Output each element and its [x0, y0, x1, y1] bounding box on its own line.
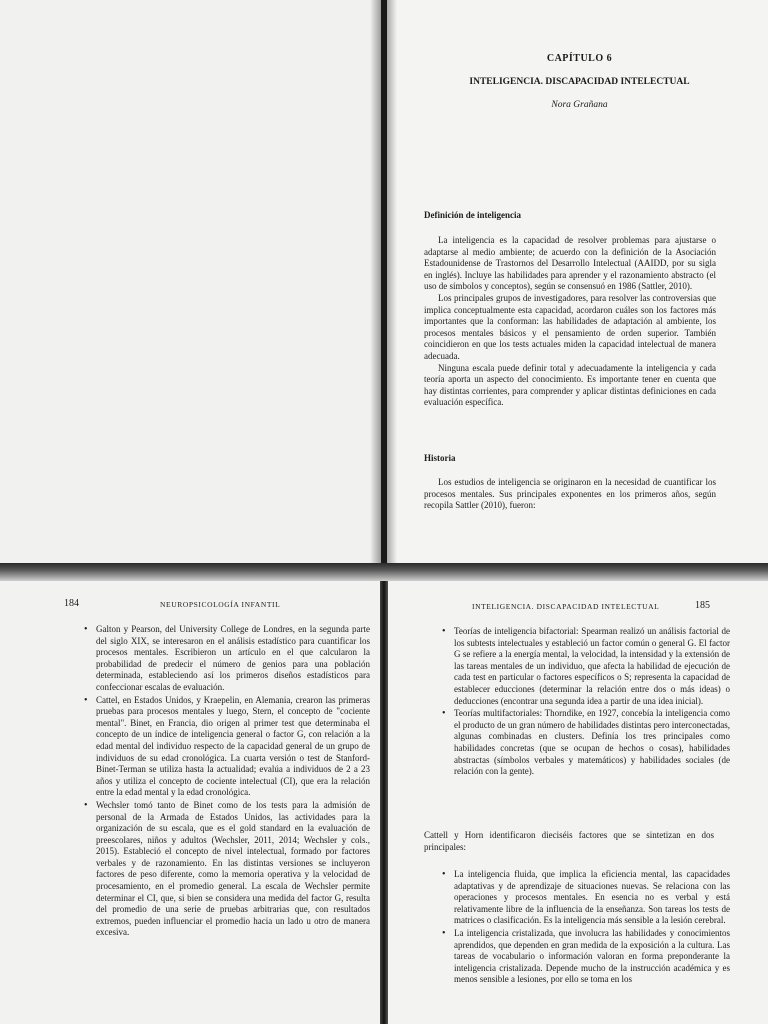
- running-head-left: NEUROPSICOLOGÍA INFANTIL: [160, 600, 281, 609]
- section-body-definicion: [424, 235, 716, 409]
- section-heading-definicion: Definición de inteligencia: [424, 210, 521, 220]
- running-head-right: INTELIGENCIA. DISCAPACIDAD INTELECTUAL: [472, 602, 660, 611]
- list-item: • Wechsler tomó tanto de Binet como de los tests para la admisión de personal de la Armada de Estados Unidos, las actividades para la organización de su escala, que es el gold standard en la evaluación de preescolares, niños y adultos (Wechsler, 2011, 2014; Wechsler y cols., 2015). Estableció el concepto de nivel intelectual, formado por factores verbales y de razonamiento. En las distintas versiones se incluyeron factores de peso diferente, como la memoria operativa y la velocidad de procesamiento, en el promedio general. La escala de Wechsler permite determinar el CI, que, si bien se considera una medida del factor G, resulta del promedio de una serie de pruebas arbitrarias que, con resultados extremos, pueden influenciar el promedio hacia un lado u otro de manera excesiva.: [96, 800, 370, 939]
- bullet-list-right-bottom: [438, 869, 730, 987]
- blank-page: [0, 0, 381, 563]
- section-body-historia: [424, 477, 716, 512]
- spine-top: [381, 0, 387, 563]
- bullet-list-right-top: [438, 626, 730, 779]
- list-item: • Cattel, en Estados Unidos, y Kraepelin, en Alemania, crearon las primeras pruebas para procesos mentales y luego, Stern, el concepto de "cociente mental". Binet, en Francia, dio origen al primer test que determinaba el concepto de un índice de inteligencia general o factor G, con relación a la edad mental del individuo respecto de la capacidad general de un grupo de individuos de su edad cronológica. La cuarta versión o test de Stanford-Binet-Terman se utiliza hasta la actualidad; evalúa a individuos de 2 a 23 años y utiliza el concepto de cociente intelectual (CI), que era la relación entre la edad mental y la edad cronológica.: [96, 695, 370, 799]
- spine-shadow-left: [370, 0, 381, 563]
- list-item: • Galton y Pearson, del University College de Londres, en la segunda parte del siglo XIX, se interesaron en el análisis estadístico para cuantificar los procesos mentales. Escribieron un artículo en el que calcularon la probabilidad de predecir el número de genios para una población determinada, estableciendo así los primeros diseños estadísticos para confeccionar escalas de evaluación.: [96, 624, 370, 694]
- section-heading-historia: Historia: [424, 453, 456, 463]
- page-number-left: 184: [64, 598, 79, 609]
- list-item: • La inteligencia fluida, que implica la eficiencia mental, las capacidades adaptativas y de aprendizaje de situaciones nuevas. Se relaciona con las operaciones y procesos mentales. En esencia no es verbal y está relativamente libre de la influencia de la enseñanza. Son tareas los tests de matrices o clasificación. Es la inteligencia más sensible a la lesión cerebral.: [454, 869, 730, 927]
- page-number-right: 185: [695, 600, 710, 611]
- paragraph: Los estudios de inteligencia se originaron en la necesidad de cuantificar los procesos mentales. Sus principales exponentes en los primeros años, según recopila Sattler (2010), fueron:: [424, 477, 716, 511]
- paragraph: Los principales grupos de investigadores, para resolver las controversias que implica conceptualmente esta capacidad, acordaron cuáles son los factores más importantes que la conforman: las habilidades de adaptación al ambiente, los procesos mentales básicos y el pensamiento de orden superior. También coincidieron en que los tests actuales miden la capacidad intelectual de manera adecuada.: [424, 292, 716, 361]
- scan-seam: [0, 563, 768, 581]
- bullet-list-left: [80, 624, 370, 940]
- paragraph: Ninguna escala puede definir total y adecuadamente la inteligencia y cada teoría aporta un aspecto del conocimiento. Es importante tener en cuenta que hay distintas corrientes, para comprender y aplicar distintas definiciones en cada evaluación específica.: [424, 362, 716, 408]
- chapter-label: CAPÍTULO 6: [546, 53, 613, 64]
- list-item: • Teorías multifactoriales: Thorndike, en 1927, concebía la inteligencia como el producto de un gran número de habilidades distintas pero interconectadas, algunas combinadas en clusters. Definía los tres principales como habilidades concretas (que se ocupan de hechos o cosas), habilidades abstractas (símbolos verbales y matemáticos) y habilidades sociales (de relación con la gente).: [454, 708, 730, 778]
- intro-paragraph: Cattell y Horn identificaron dieciséis factores que se sintetizan en dos principales:: [424, 830, 714, 852]
- list-item: • La inteligencia cristalizada, que involucra las habilidades y conocimientos aprendidos, que dependen en gran medida de la exposición a la cultura. Las tareas de vocabulario o información valoran en forma preponderante la inteligencia cristalizada. Depende mucho de la instrucción académica y es menos sensible a lesiones, por ello se toma en los: [454, 928, 730, 986]
- spine-bottom: [380, 581, 388, 1024]
- chapter-author: Nora Grañana: [551, 100, 608, 110]
- paragraph: La inteligencia es la capacidad de resolver problemas para ajustarse o adaptarse al medio ambiente; de acuerdo con la definición de la Asociación Estadounidense de Trastornos del Desarrollo Intelectual (AAIDD, por su sigla en inglés). Incluye las habilidades para aprender y el razonamiento abstracto (el uso de símbolos y conceptos), según se consensuó en 1986 (Sattler, 2010).: [424, 235, 716, 292]
- list-item: • Teorías de inteligencia bifactorial: Spearman realizó un análisis factorial de los subtests intelectuales y estableció un factor común o general G. El factor G se refiere a la energía mental, la velocidad, la intensidad y la extensión de las tareas mentales de un individuo, que afecta la habilidad de ejecución de cada test en particular o factores específicos o S; representa la capacidad de establecer educciones (determinar la relación entre dos o más ideas) o deducciones (encontrar una segunda idea a partir de una idea inicial).: [454, 626, 730, 707]
- chapter-title: INTELIGENCIA. DISCAPACIDAD INTELECTUAL: [469, 77, 690, 87]
